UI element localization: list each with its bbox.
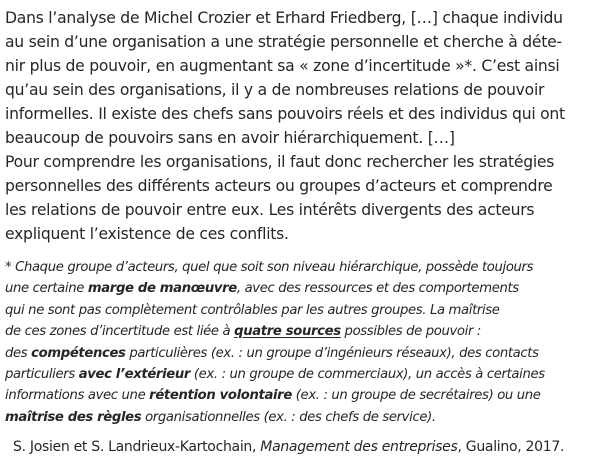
footnote-text: , avec des ressources et des comportements: [236, 281, 519, 297]
footnote-line: [5, 278, 608, 299]
text-line: beaucoup de pouvoirs sans en avoir hiérarchiquement. […]: [5, 129, 455, 147]
footnote-line: [5, 385, 608, 406]
footnote-line: [5, 407, 608, 428]
footnote-emphasis: rétention volontaire: [149, 388, 292, 404]
footnote-emphasis: avec l’extérieur: [78, 366, 191, 382]
footnote-emphasis: marge de manœuvre: [87, 281, 237, 297]
text-line: Pour comprendre les organisations, il faut donc rechercher les stratégies: [5, 153, 555, 171]
footnote-text: (ex. : un groupe de commerciaux), un accès à certaines: [190, 366, 545, 382]
footnote-emphasis: maîtrise des règles: [5, 409, 142, 425]
text-line: qu’au sein des organisations, il y a de nombreuses relations de pouvoir: [5, 81, 545, 99]
text-line: informelles. Il existe des chefs sans pouvoirs réels et des individus qui ont: [5, 105, 565, 123]
source-publisher: , Gualino, 2017.: [457, 439, 565, 456]
footnote-line: [5, 321, 608, 342]
footnote-text: * Chaque groupe d’acteurs, quel que soit son niveau hiérarchique, possède toujours: [5, 260, 534, 275]
footnote-text: (ex. : un groupe de secrétaires) ou une: [291, 388, 541, 404]
text-line: expliquent l’existence de ces conflits.: [5, 225, 289, 243]
footnote-text: des: [5, 345, 32, 361]
footnote-text: une certaine: [5, 281, 88, 297]
footnote-text: particuliers: [5, 366, 79, 382]
text-line: les relations de pouvoir entre eux. Les intérêts divergents des acteurs: [5, 201, 535, 219]
main-text: [5, 6, 608, 246]
paragraph-1: [5, 6, 608, 150]
footnote-text: de ces zones d’incertitude est liée à: [5, 324, 235, 340]
text-line: au sein d’une organisation a une stratégie personnelle et cherche à déte-: [5, 33, 562, 51]
footnote-text: particulières (ex. : un groupe d’ingénieurs réseaux), des contacts: [125, 345, 539, 361]
footnote-line: [5, 257, 608, 278]
footnote-line: [5, 300, 608, 321]
footnote-text: informations avec une: [5, 388, 150, 404]
footnote-text: qui ne sont pas complètement contrôlables par les autres groupes. La maîtrise: [5, 302, 500, 318]
footnote-text: possibles de pouvoir :: [340, 324, 481, 340]
source-title: Management des entreprises: [260, 439, 458, 456]
text-line: nir plus de pouvoir, en augmentant sa « zone d’incertitude »*. C’est ainsi: [5, 57, 560, 75]
source-authors: S. Josien et S. Landrieux-Kartochain,: [13, 439, 261, 456]
footnote-line: [5, 343, 608, 364]
source-citation: [5, 436, 608, 458]
paragraph-2: [5, 150, 608, 246]
footnote: [5, 257, 608, 428]
footnote-text: organisationnelles (ex. : des chefs de service).: [141, 409, 436, 425]
text-line: personnelles des différents acteurs ou groupes d’acteurs et comprendre: [5, 177, 553, 195]
footnote-emphasis-underlined: quatre sources: [234, 324, 341, 340]
footnote-emphasis: compétences: [31, 345, 126, 361]
text-line: Dans l’analyse de Michel Crozier et Erhard Friedberg, […] chaque individu: [5, 9, 563, 27]
footnote-line: [5, 364, 608, 385]
